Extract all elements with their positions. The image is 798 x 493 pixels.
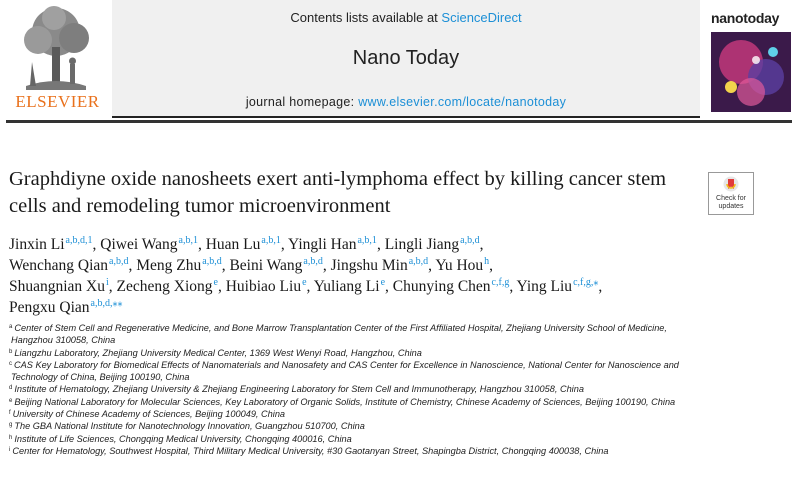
author[interactable]: Lingli Jiang$^{a,b,d}$: [384, 235, 480, 253]
affiliation-mark: d: [9, 385, 13, 392]
author[interactable]: Beini Wang$^{a,b,d}$: [229, 256, 323, 274]
affiliation-mark: a: [9, 324, 13, 330]
affiliation-mark: f: [9, 410, 11, 417]
affiliation-mark: i: [9, 446, 11, 453]
author[interactable]: Jinxin Li$^{a,b,d,1}$: [9, 235, 93, 253]
homepage-link[interactable]: www.elsevier.com/locate/nanotoday: [358, 95, 567, 109]
author[interactable]: Jingshu Min$^{a,b,d}$: [330, 256, 429, 274]
sciencedirect-link[interactable]: ScienceDirect: [441, 10, 522, 25]
author-affiliation-marks: h: [484, 256, 490, 267]
author-affiliation-marks: a,b,1: [357, 235, 377, 246]
author-affiliation-marks: c,f,g,⁎: [573, 277, 599, 288]
affiliation-item: $^e$ Beijing National Laboratory for Molecular Sciences, Key Laboratory of Organic Solids, Institute of Chemistry, Chinese Academy of Sciences, Beijing 100190, China: [9, 396, 676, 407]
author-affiliation-marks: a,b,d: [303, 256, 323, 267]
author-affiliation-marks: a,b,d: [109, 256, 129, 267]
author-affiliation-marks: e: [213, 277, 218, 288]
affiliation-list: [9, 322, 709, 457]
author-affiliation-marks: a,b,1: [261, 235, 281, 246]
elsevier-wordmark: ELSEVIER: [15, 92, 100, 111]
cover-title: nanotoday: [711, 10, 780, 26]
affiliation-mark: c: [9, 360, 12, 367]
author[interactable]: Qiwei Wang$^{a,b,1}$: [100, 235, 198, 253]
author-affiliation-marks: a,b,d,⁎⁎: [90, 298, 123, 309]
journal-cover[interactable]: [707, 2, 795, 114]
author[interactable]: Meng Zhu$^{a,b,d}$: [136, 256, 222, 274]
journal-header: [0, 0, 798, 120]
author[interactable]: Ying Liu$^{c,f,g,⁎}$: [516, 277, 599, 295]
author-affiliation-marks: e: [380, 277, 386, 288]
affiliation-item: $^i$ Center for Hematology, Southwest Hospital, Third Military Medical University, #30 Gaotanyan Street, Shapingba District, Chongqing 400038, China: [9, 445, 609, 456]
affiliation-item: $^d$ Institute of Hematology, Zhejiang University & Zhejiang Engineering Laboratory for Stem Cell and Immunotherapy, Hangzhou 310058, China: [9, 384, 584, 395]
author[interactable]: Chunying Chen$^{c,f,g}$: [392, 277, 510, 295]
affiliation-mark: b: [9, 348, 13, 355]
contents-prefix: Contents lists available at: [290, 10, 442, 25]
cover-illustration: [711, 32, 791, 112]
affiliation-mark: h: [9, 434, 13, 441]
contents-line: [112, 10, 700, 25]
journal-banner: [112, 0, 700, 118]
author-affiliation-marks: i: [106, 277, 109, 288]
homepage-line: [112, 95, 700, 109]
check-for-updates-badge[interactable]: [708, 172, 754, 215]
affiliation-item: $^g$ The GBA National Institute for Nanotechnology Innovation, Guangzhou 510700, China: [9, 421, 365, 432]
author-affiliation-marks: a,b,d,1: [65, 235, 93, 246]
author[interactable]: Wenchang Qian$^{a,b,d}$: [9, 256, 129, 274]
author[interactable]: Yuliang Li$^e$: [313, 277, 386, 295]
affiliation-item: Hangzhou 310058, China: [11, 335, 116, 346]
homepage-prefix: journal homepage:: [245, 95, 359, 109]
author[interactable]: Yu Hou$^h$: [435, 256, 490, 274]
affiliation-item: $^b$ Liangzhu Laboratory, Zhejiang University Medical Center, 1369 West Wenyi Road, Hangzhou, China: [9, 347, 422, 358]
author[interactable]: Huan Lu$^{a,b,1}$: [205, 235, 281, 253]
author[interactable]: Zecheng Xiong$^e$: [116, 277, 218, 295]
article-title: Graphdiyne oxide nanosheets exert anti-lymphoma effect by killing cancer stem cells and remodeling tumor microenvironment: [9, 168, 667, 217]
affiliation-item: $^c$ CAS Key Laboratory for Biomedical Effects of Nanomaterials and Nanosafety and CAS Center for Excellence in Nanoscience, National Center for Nanoscience and: [9, 359, 679, 370]
journal-title: Nano Today: [352, 47, 460, 69]
author-affiliation-marks: e: [302, 277, 307, 288]
author[interactable]: Huibiao Liu$^e$: [225, 277, 307, 295]
affiliation-item: Technology of China, Beijing 100190, China: [11, 372, 190, 383]
author-list: Jinxin Li$^{a,b,d,1}$, Qiwei Wang$^{a,b,1}$, Huan Lu$^{a,b,1}$, Yingli Han$^{a,b,1}$, Lingli Jiang$^{a,b,d}$, Wenchang Qian$^{a,b,d}$, Meng Zhu$^{a,b,d}$, Beini Wang$^{a,b,d}$, Jingshu Min$^{a,b,d}$, Yu Hou$^h$, Shuangnian Xu$^i$, Zecheng Xiong$^e$, Huibiao Liu$^e$, Yuliang Li$^e$, Chunying Chen$^{c,f,g}$, Ying Liu$^{c,f,g,⁎}$, Pengxu Qian$^{a,b,d,⁎⁎}$: [9, 235, 603, 316]
author-affiliation-marks: a,b,1: [178, 235, 198, 246]
affiliation-item: $^f$ University of Chinese Academy of Sciences, Beijing 100049, China: [9, 409, 286, 420]
author[interactable]: Pengxu Qian$^{a,b,d,⁎⁎}$: [9, 298, 123, 316]
author-affiliation-marks: c,f,g: [491, 277, 510, 288]
affiliation-mark: e: [9, 397, 13, 404]
affiliation-mark: g: [9, 422, 13, 429]
affiliation-item: $^a$ Center of Stem Cell and Regenerative Medicine, and Bone Marrow Transplantation Center of the First Affiliated Hospital, Zhejiang University School of Medicine,: [9, 323, 667, 333]
author-affiliation-marks: a,b,d: [408, 256, 429, 267]
author[interactable]: Shuangnian Xu$^i$: [9, 277, 109, 295]
bookmark-check-icon: [723, 176, 739, 192]
affiliation-item: $^h$ Institute of Life Sciences, Chongqing Medical University, Chongqing 400016, China: [9, 433, 352, 444]
author[interactable]: Yingli Han$^{a,b,1}$: [288, 235, 377, 253]
header-divider: [6, 120, 792, 123]
check-updates-label: Check for updates: [716, 195, 746, 210]
author-affiliation-marks: a,b,d: [460, 235, 480, 246]
author-affiliation-marks: a,b,d: [202, 256, 222, 267]
